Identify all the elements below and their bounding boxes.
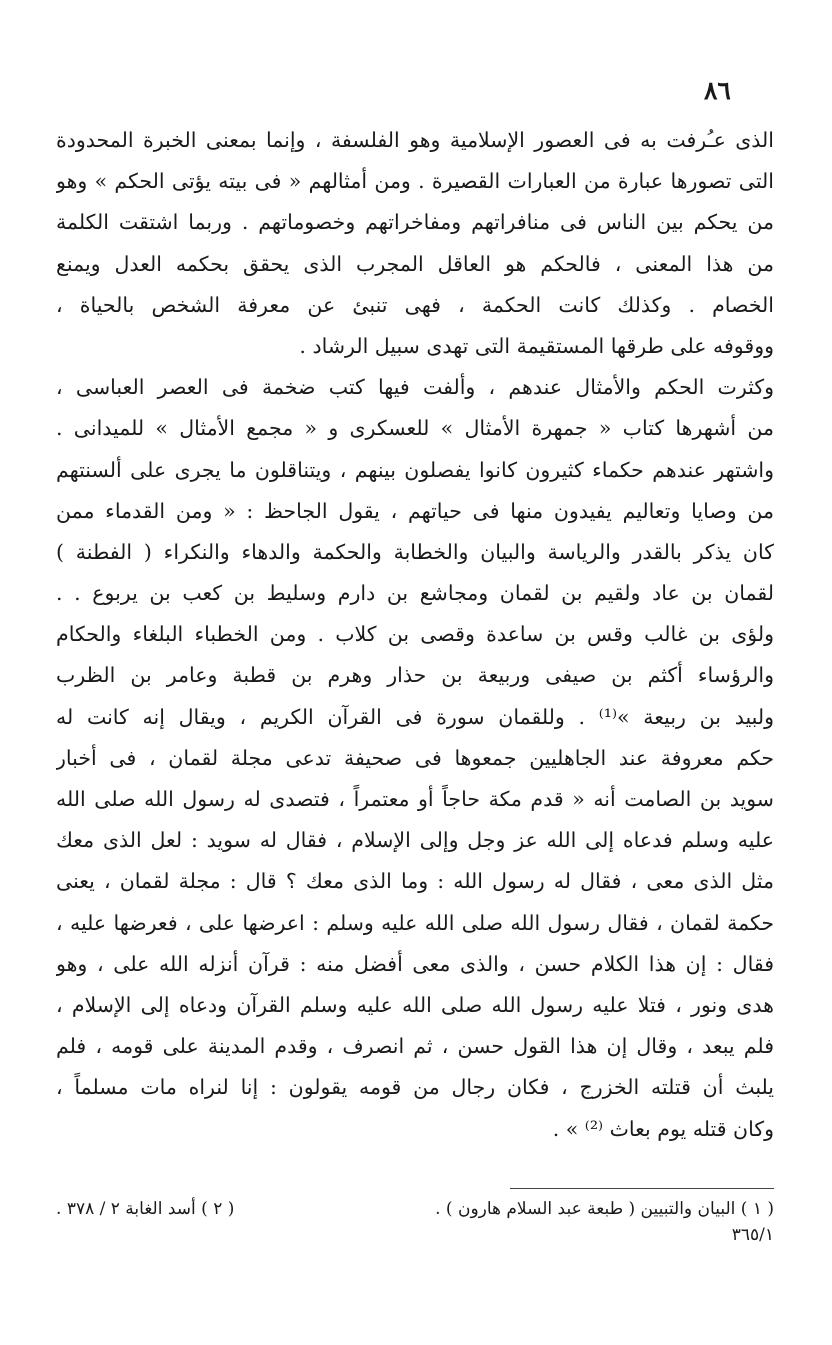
footnotes — [56, 1196, 774, 1248]
text-line: من وصايا وتعاليم يفيدون منها فى حياتهم ، يقول الجاحظ : « ومن القدماء ممن — [56, 498, 774, 523]
text-line: من أشهرها كتاب « جمهرة الأمثال » للعسكرى و « مجمع الأمثال » للميدانى . — [56, 416, 774, 441]
text-line: لقمان بن عاد ولقيم بن لقمان ومجاشع بن دارم وسليط بن كعب بن يربوع . . — [56, 581, 774, 606]
text-line: وكثرت الحكم والأمثال عندهم ، وألفت فيها كتب ضخمة فى العصر العباسى ، — [56, 375, 774, 400]
text-line: ولبيد بن ربيعة »⁽¹⁾ . وللقمان سورة فى القرآن الكريم ، ويقال إنه كانت له — [56, 704, 774, 729]
main-text — [56, 120, 774, 1150]
text-line: ولؤى بن غالب وقس بن ساعدة وقصى بن كلاب . ومن الخطباء البلغاء والحكام — [56, 622, 774, 647]
footnote-row — [56, 1196, 774, 1222]
text-line: من يحكم بين الناس فى منافراتهم ومفاخراتهم وخصوماتهم . وربما اشتقت الكلمة — [56, 210, 774, 235]
footnote-1: ( ١ ) البيان والتبيين ( طبعة عبد السلام هارون ) . — [435, 1199, 774, 1219]
text-line: مثل الذى معى ، فقال له رسول الله : وما الذى معك ؟ قال : مجلة لقمان ، يعنى — [56, 869, 774, 894]
text-line: هدى ونور ، فتلا عليه رسول الله صلى الله عليه وسلم القرآن ودعاه إلى الإسلام ، — [56, 992, 774, 1017]
text-line: والرؤساء أكثم بن صيفى وربيعة بن حذار وهرم بن قطبة وعامر بن الظرب — [56, 663, 774, 688]
text-line: حكم معروفة عند الجاهليين جمعوها فى صحيفة تدعى مجلة لقمان ، فى أخبار — [56, 745, 774, 770]
text-line: ووقوفه على طرقها المستقيمة التى تهدى سبيل الرشاد . — [299, 333, 774, 358]
text-line: حكمة لقمان ، فقال رسول الله صلى الله عليه وسلم : اعرضها على ، فعرضها عليه ، — [56, 910, 774, 935]
footnote-1-continuation: ٣٦٥/١ — [731, 1225, 774, 1245]
text-line: الخصام . وكذلك كانت الحكمة ، فهى تنبئ عن معرفة الشخص بالحياة ، — [56, 292, 774, 317]
text-line: وكان قتله يوم بعاث ⁽²⁾ » . — [552, 1116, 774, 1141]
footnote-2: ( ٢ ) أسد الغابة ٢ / ٣٧٨ . — [56, 1199, 235, 1219]
text-line: واشتهر عندهم حكماء كثيرون كانوا يفصلون بينهم ، ويتناقلون ما يجرى على ألسنتهم — [56, 457, 774, 482]
text-line: الذى عـُرفت به فى العصور الإسلامية وهو الفلسفة ، وإنما بمعنى الخبرة المحدودة — [56, 128, 774, 152]
text-line: التى تصورها عبارة من العبارات القصيرة . ومن أمثالهم « فى بيته يؤتى الحكم » وهو — [56, 169, 774, 194]
text-line: فقال : إن هذا الكلام حسن ، والذى معى أفضل منه : قرآن أنزله الله على ، وهو — [56, 951, 774, 976]
text-line: كان يذكر بالقدر والرياسة والبيان والخطابة والحكمة والدهاء والنكراء ( الفطنة ) — [56, 539, 774, 564]
page-number: ٨٦ — [704, 76, 731, 105]
text-line: عليه وسلم فدعاه إلى الله عز وجل وإلى الإسلام ، فقال له سويد : لعل الذى معك — [56, 828, 774, 853]
text-line: يلبث أن قتلته الخزرج ، فكان رجال من قومه يقولون : إنا لنراه مات مسلماً ، — [56, 1075, 774, 1100]
footnote-divider — [510, 1188, 774, 1189]
text-line: من هذا المعنى ، فالحكم هو العاقل المجرب الذى يحقق بحكمه العدل ويمنع — [56, 251, 774, 276]
text-line: فلم يبعد ، وقال إن هذا القول حسن ، ثم انصرف ، وقدم المدينة على قومه ، فلم — [56, 1034, 774, 1059]
text-line: سويد بن الصامت أنه « قدم مكة حاجاً أو معتمراً ، فتصدى له رسول الله صلى الله — [56, 787, 774, 811]
